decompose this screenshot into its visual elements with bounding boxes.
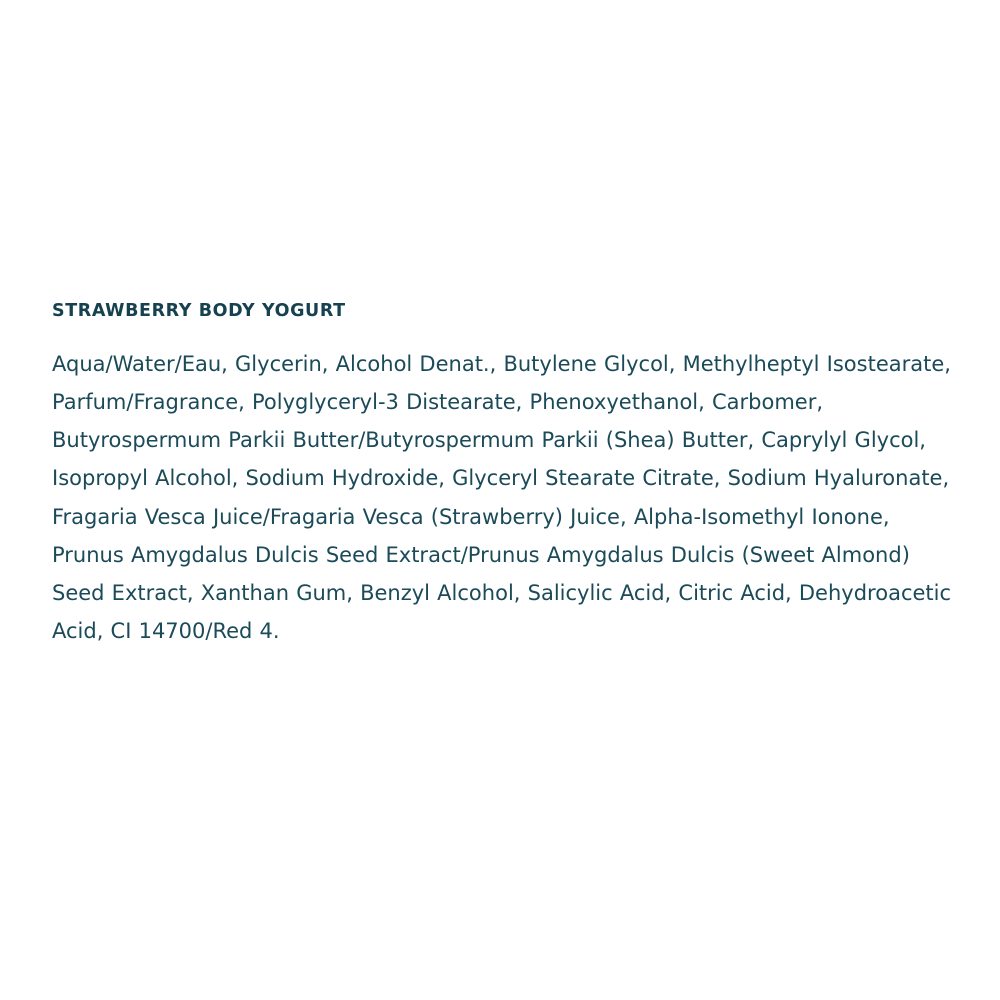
page-title: STRAWBERRY BODY YOGURT	[52, 301, 346, 321]
ingredient-label-block	[52, 300, 962, 651]
ingredients-list-text: Aqua/Water/Eau, Glycerin, Alcohol Denat., Butylene Glycol, Methylheptyl Isostearate, Parfum/Fragrance, Polyglyceryl-3 Distearate, Phenoxyethanol, Carbomer, Butyrospermum Parkii Butter/Butyrospermum Parkii (Shea) Butter, Caprylyl Glycol, Isopropyl Alcohol, Sodium Hydroxide, Glyceryl Stearate Citrate, Sodium Hyaluronate, Fragaria Vesca Juice/Fragaria Vesca (Strawberry) Juice, Alpha-Isomethyl Ionone, Prunus Amygdalus Dulcis Seed Extract/Prunus Amygdalus Dulcis (Sweet Almond) Seed Extract, Xanthan Gum, Benzyl Alcohol, Salicylic Acid, Citric Acid, Dehydroacetic Acid, CI 14700/Red 4.	[52, 351, 952, 644]
